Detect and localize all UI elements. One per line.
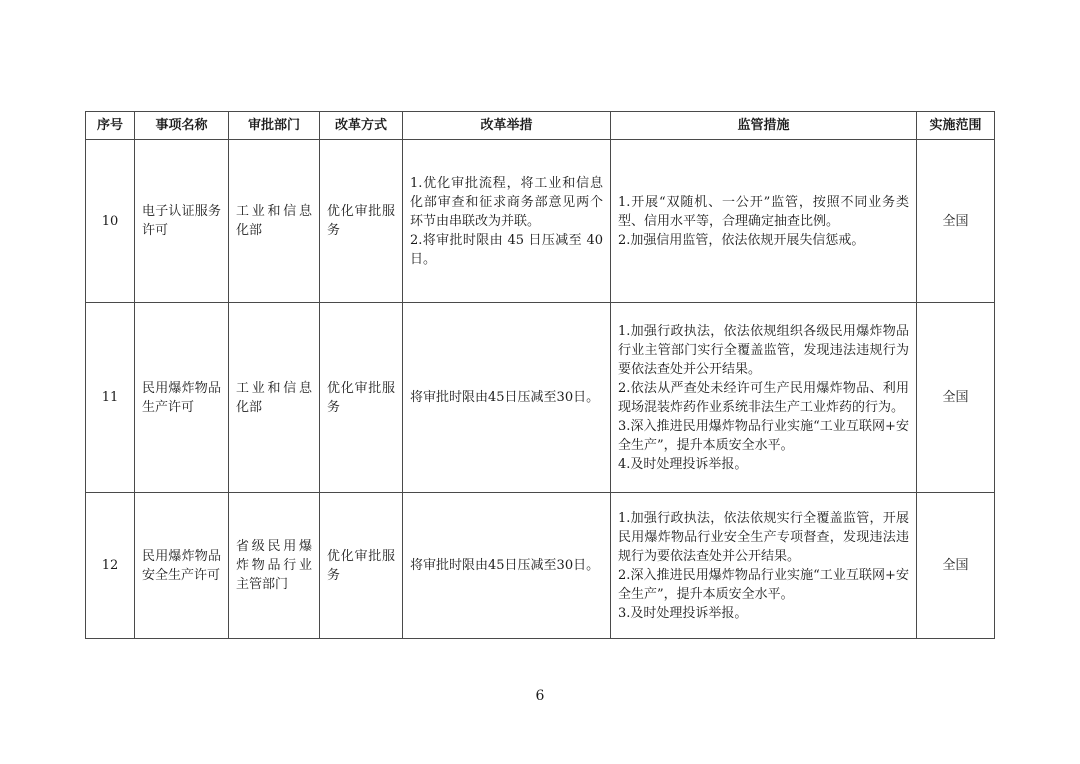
- reform-measures: [403, 303, 611, 493]
- reform-measure: 将审批时限由45日压减至30日。: [410, 558, 600, 573]
- row-number: 10: [86, 140, 135, 303]
- header-no: 序号: [86, 112, 135, 140]
- reform-measures: [403, 140, 611, 303]
- reform-measure: 1.优化审批流程，将工业和信息化部审查和征求商务部意见两个环节由串联改为并联。: [410, 175, 603, 229]
- supervision-measures: [611, 493, 917, 639]
- approval-dept: 工业和信息化部: [229, 303, 320, 493]
- supervision-measures: [611, 303, 917, 493]
- approval-dept: 省级民用爆炸物品行业主管部门: [229, 493, 320, 639]
- row-number: 11: [86, 303, 135, 493]
- header-dept: 审批部门: [229, 112, 320, 140]
- item-name: 民用爆炸物品安全生产许可: [135, 493, 229, 639]
- item-name: 民用爆炸物品生产许可: [135, 303, 229, 493]
- supervision-measure: 2.深入推进民用爆炸物品行业实施“工业互联网+安全生产”，提升本质安全水平。: [618, 567, 909, 602]
- reform-method: 优化审批服务: [320, 140, 403, 303]
- reform-method: 优化审批服务: [320, 303, 403, 493]
- header-supervision: 监管措施: [611, 112, 917, 140]
- supervision-measure: 3.深入推进民用爆炸物品行业实施“工业互联网+安全生产”，提升本质安全水平。: [618, 418, 909, 453]
- reform-measure: 2.将审批时限由 45 日压减至 40日。: [410, 232, 603, 267]
- row-number: 12: [86, 493, 135, 639]
- header-method: 改革方式: [320, 112, 403, 140]
- implementation-scope: 全国: [917, 140, 995, 303]
- supervision-measure: 4.及时处理投诉举报。: [618, 456, 748, 472]
- table-row: [86, 140, 995, 303]
- reform-method: 优化审批服务: [320, 493, 403, 639]
- supervision-measures: [611, 140, 917, 303]
- supervision-measure: 1.加强行政执法，依法依规组织各级民用爆炸物品行业主管部门实行全覆盖监管，发现违法违规行为要依法查处并公开结果。: [618, 323, 909, 377]
- table-row: [86, 493, 995, 639]
- approval-dept: 工业和信息化部: [229, 140, 320, 303]
- page-number: 6: [535, 688, 545, 704]
- header-scope: 实施范围: [917, 112, 995, 140]
- table-row: [86, 303, 995, 493]
- supervision-measure: 2.依法从严查处未经许可生产民用爆炸物品、利用现场混装炸药作业系统非法生产工业炸药的行为。: [618, 380, 909, 415]
- reform-measure: 将审批时限由45日压减至30日。: [410, 390, 600, 405]
- supervision-measure: 2.加强信用监管，依法依规开展失信惩戒。: [618, 232, 865, 248]
- reform-measures: [403, 493, 611, 639]
- table-header-row: [86, 112, 995, 140]
- item-name: 电子认证服务许可: [135, 140, 229, 303]
- header-reform: 改革举措: [403, 112, 611, 140]
- policy-table: [85, 111, 995, 639]
- supervision-measure: 1.开展“双随机、一公开”监管，按照不同业务类型、信用水平等，合理确定抽查比例。: [618, 194, 909, 229]
- header-name: 事项名称: [135, 112, 229, 140]
- supervision-measure: 3.及时处理投诉举报。: [618, 605, 748, 621]
- supervision-measure: 1.加强行政执法，依法依规实行全覆盖监管，开展民用爆炸物品行业安全生产专项督查，发现违法违规行为要依法查处并公开结果。: [618, 510, 909, 564]
- implementation-scope: 全国: [917, 303, 995, 493]
- implementation-scope: 全国: [917, 493, 995, 639]
